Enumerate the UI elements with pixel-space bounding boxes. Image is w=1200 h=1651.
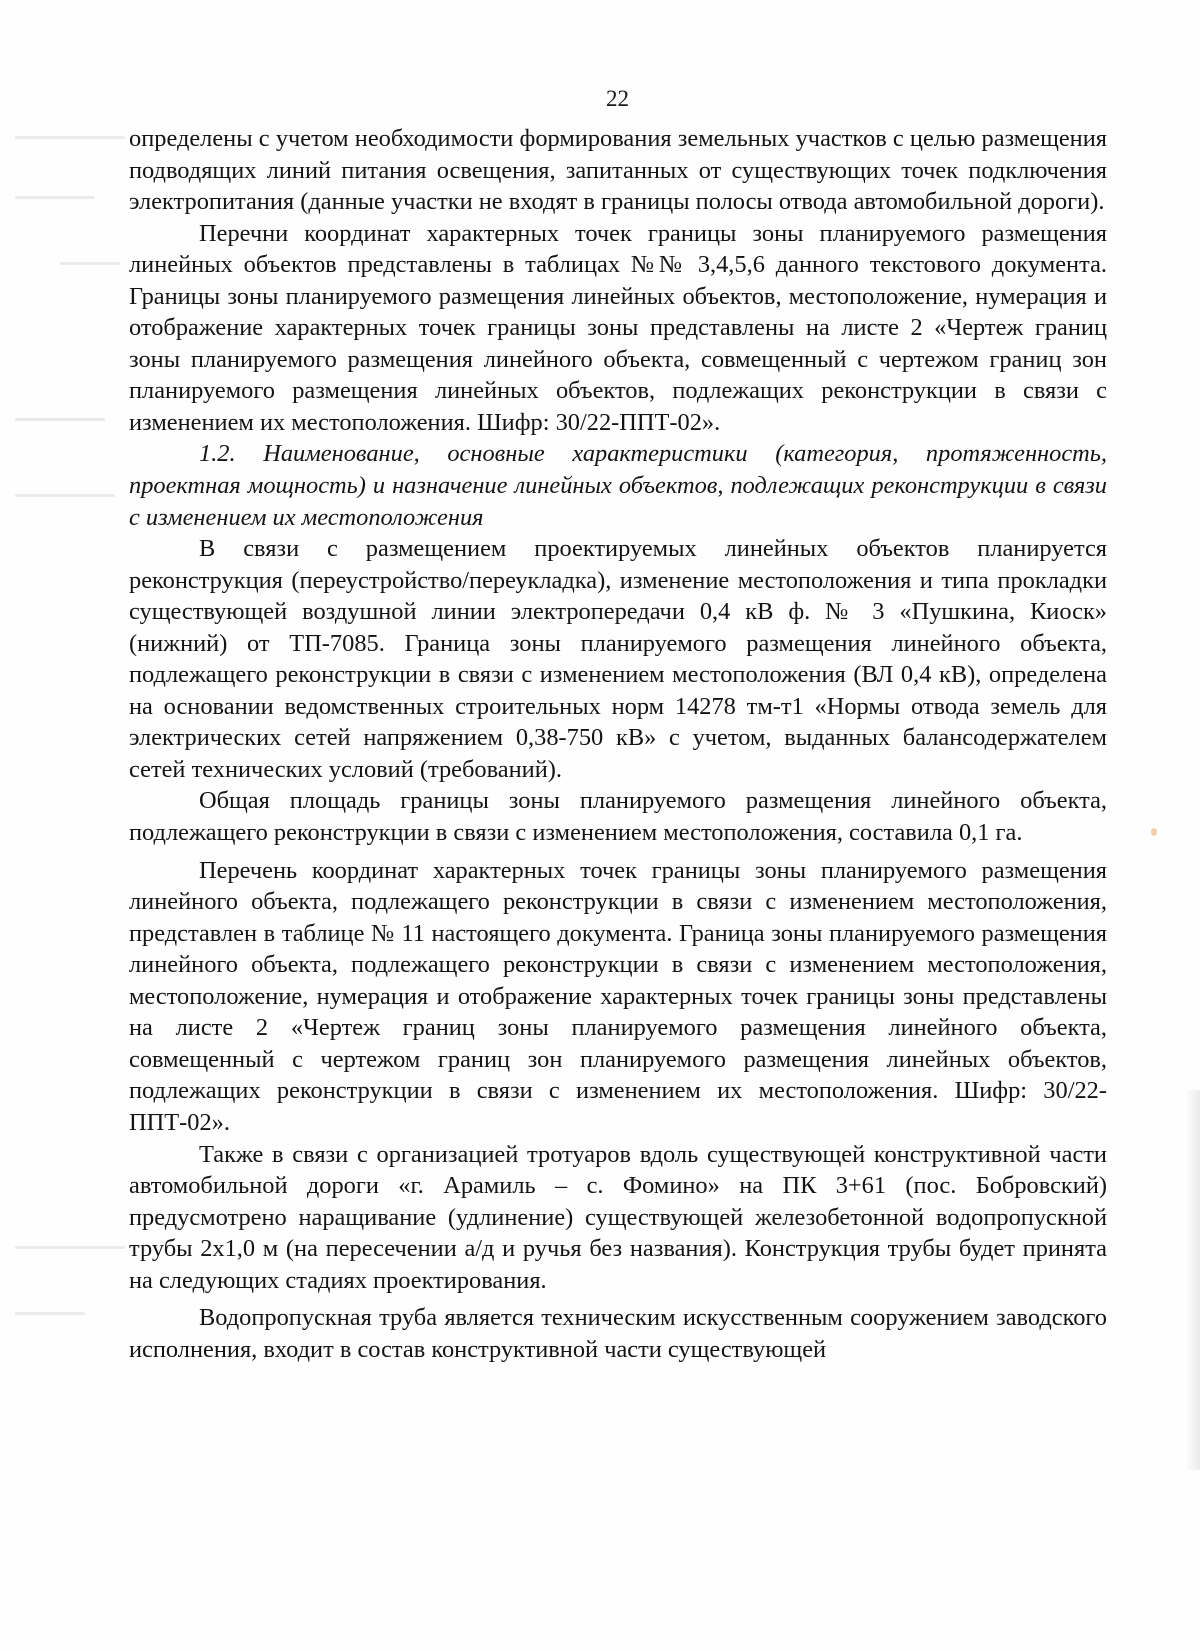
paragraph-culvert-description: Водопропускная труба является техническим искусственным сооружением заводского исполнения, входит в состав конструктивной части существующей [129,1304,1107,1363]
paragraph-coordinates-list: Перечень координат характерных точек границы зоны планируемого размещения линейного объекта, подлежащего реконструкции в связи с изменением местоположения, представлен в таблице № 11 настоящего документа. Граница зоны планируемого размещения линейного объекта, подлежащего реконструкции в связи с изменением местоположения, местоположение, нумерация и отображение характерных точек границы зоны представлены на листе 2 «Чертеж границ зоны планируемого размещения линейного объекта, совмещенный с чертежом границ зон планируемого размещения линейных объектов, подлежащих реконструкции в связи с изменением их местоположения. Шифр: 30/22-ППТ-02». [129,856,1107,1136]
paragraph-coordinates-lists: Перечни координат характерных точек границы зоны планируемого размещения линейных объектов представлены в таблицах №№ 3,4,5,6 данного текстового документа. Границы зоны планируемого размещения линейных объектов, местоположение, нумерация и отображение характерных точек границы зоны представлены на листе 2 «Чертеж границ зоны планируемого размещения линейного объекта, совмещенный с чертежом границ зон планируемого размещения линейных объектов, подлежащих реконструкции в связи с изменением их местоположения. Шифр: 30/22-ППТ-02». [129,219,1107,436]
document-body [129,123,1107,1365]
paragraph-culvert-extension: Также в связи с организацией тротуаров вдоль существующей конструктивной части автомобильной дороги «г. Арамиль – с. Фомино» на ПК 3+61 (пос. Бобровский) предусмотрено наращивание (удлинение) существующей железобетонной водопропускной трубы 2х1,0 м (на пересечении а/д и ручья без названия). Конструкция трубы будет принята на следующих стадиях проектирования. [129,1140,1107,1294]
paragraph-continuation: определены с учетом необходимости формирования земельных участков с целью размещения подводящих линий питания освещения, запитанных от существующих точек подключения электропитания (данные участки не входят в границы полосы отвода автомобильной дороги). [129,125,1107,216]
paragraph-reconstruction: В связи с размещением проектируемых линейных объектов планируется реконструкция (переустройство/переукладка), изменение местоположения и типа прокладки существующей воздушной линии электропередачи 0,4 кВ ф. № 3 «Пушкина, Киоск» (нижний) от ТП-7085. Граница зоны планируемого размещения линейного объекта, подлежащего реконструкции в связи с изменением местоположения (ВЛ 0,4 кВ), определена на основании ведомственных строительных норм 14278 тм-т1 «Нормы отвода земель для электрических сетей напряжением 0,38-750 кВ» с учетом, выданных балансодержателем сетей технических условий (требований). [129,535,1107,783]
page-number: 22 [606,86,629,111]
paragraph-total-area: Общая площадь границы зоны планируемого размещения линейного объекта, подлежащего реконструкции в связи с изменением местоположения, составила 0,1 га. [129,787,1107,847]
section-heading-1-2: 1.2. Наименование, основные характеристики (категория, протяженность, проектная мощность) и назначение линейных объектов, подлежащих реконструкции в связи с изменением их местоположения [129,440,1107,531]
